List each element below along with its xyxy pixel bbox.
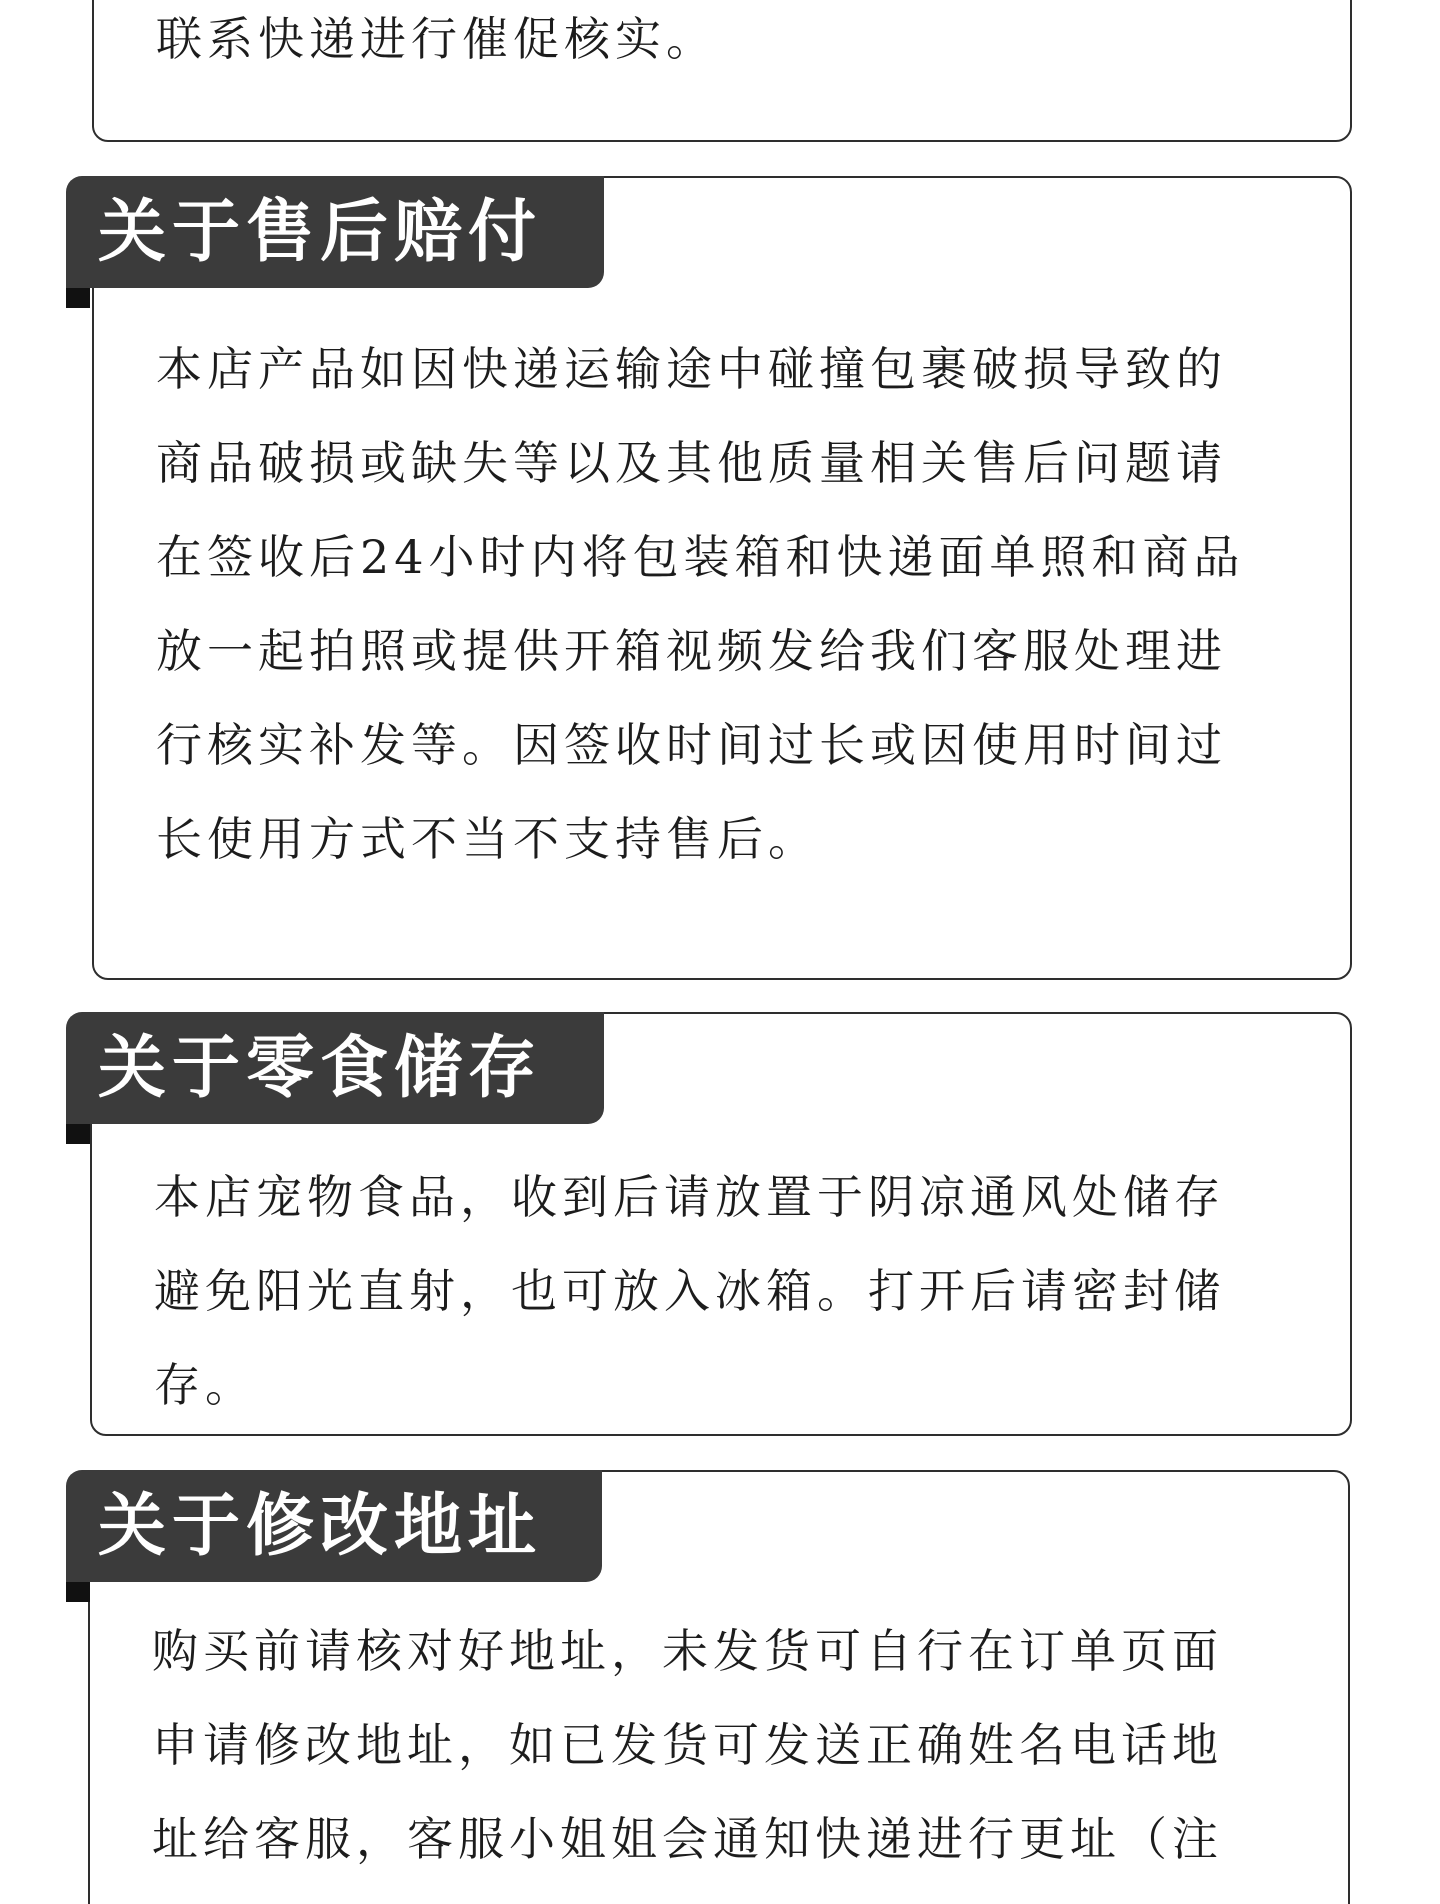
- section-title-snack-storage: 关于零食储存: [66, 1012, 604, 1124]
- info-card-after-sales: [92, 176, 1352, 980]
- tab-corner-decoration: [66, 288, 90, 308]
- info-card-body: 本店产品如因快递运输途中碰撞包裹破损导致的 商品破损或缺失等以及其他质量相关售后问题请 在签收后24小时内将包装箱和快递面单照和商品 放一起拍照或提供开箱视频发给我们客服处理进 行核实补发等。因签收时间过长或因使用时间过 长使用方式不当不支持售后。: [156, 342, 1245, 866]
- tab-corner-decoration: [66, 1124, 90, 1144]
- tab-corner-decoration: [66, 1582, 90, 1602]
- info-card-body: 联系快递进行催促核实。: [156, 12, 717, 66]
- info-card-body: 购买前请核对好地址，未发货可自行在订单页面 申请修改地址，如已发货可发送正确姓名电话地 址给客服，客服小姐姐会通知快递进行更址（注: [152, 1624, 1223, 1866]
- section-title-after-sales: 关于售后赔付: [66, 176, 604, 288]
- info-card-body: 本店宠物食品，收到后请放置于阴凉通风处储存 避免阳光直射，也可放入冰箱。打开后请密封储 存。: [154, 1170, 1225, 1412]
- info-card-shipping: [92, 0, 1352, 142]
- section-title-change-address: 关于修改地址: [66, 1470, 602, 1582]
